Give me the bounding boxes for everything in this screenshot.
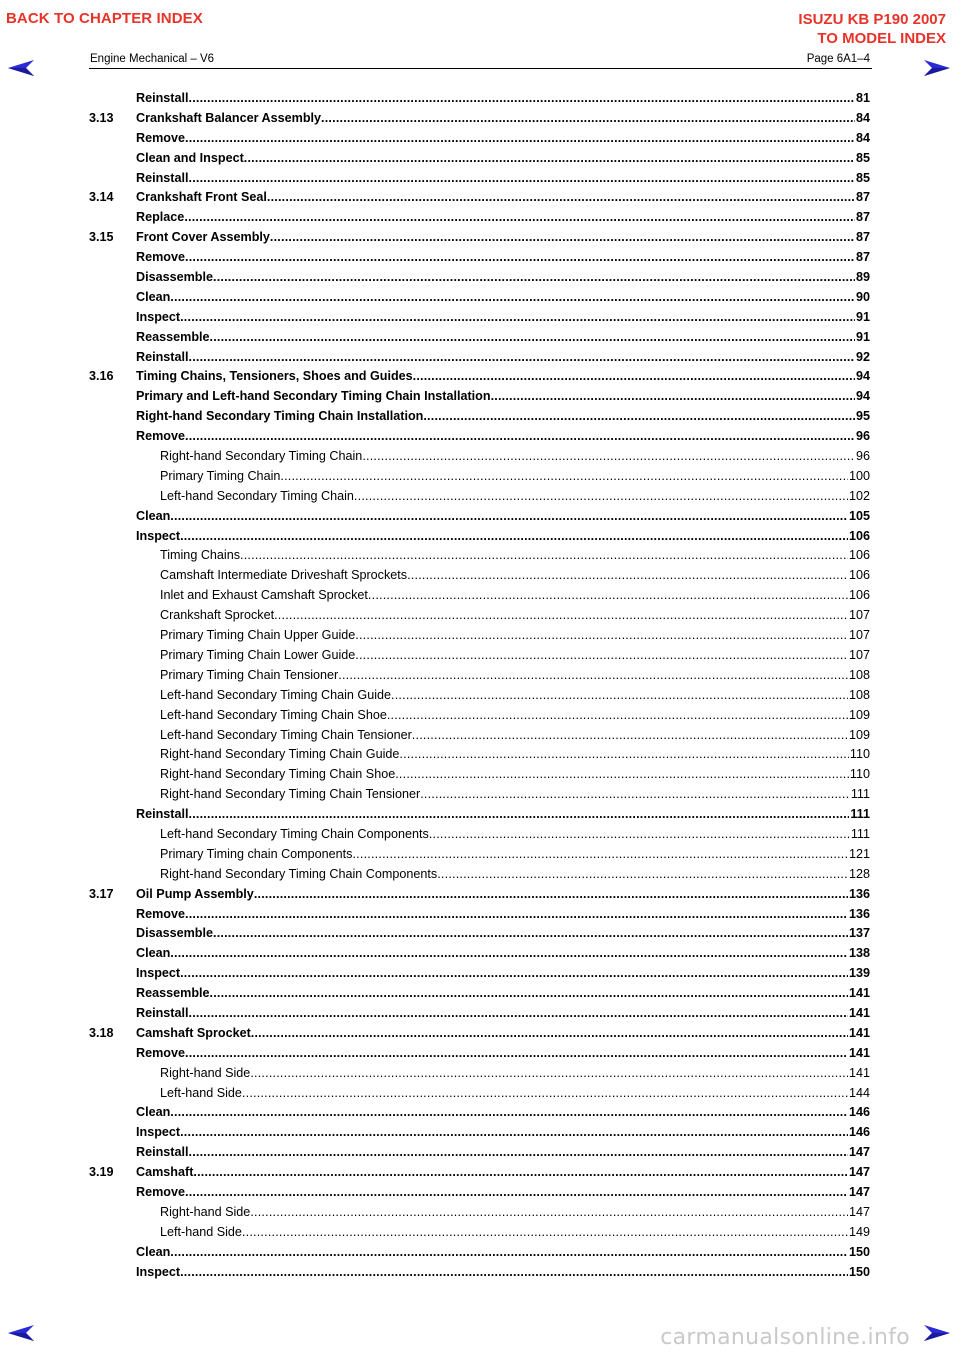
toc-entry[interactable]	[89, 387, 870, 407]
toc-subentry[interactable]	[89, 785, 870, 805]
toc-section-entry[interactable]	[89, 109, 870, 129]
toc-page-number: 146	[848, 1125, 870, 1140]
toc-leader-dots	[180, 964, 848, 984]
toc-title: Right-hand Side	[160, 1204, 251, 1219]
toc-title: Reassemble	[136, 329, 210, 344]
toc-leader-dots	[170, 944, 848, 964]
toc-entry[interactable]	[89, 129, 870, 149]
toc-page-number: 84	[855, 130, 870, 145]
toc-leader-dots	[395, 765, 849, 785]
toc-section-number: 3.16	[89, 369, 114, 384]
toc-entry[interactable]	[89, 268, 870, 288]
toc-section-number: 3.18	[89, 1025, 114, 1040]
toc-entry[interactable]	[89, 348, 870, 368]
toc-page-number: 110	[849, 747, 870, 762]
toc-subentry[interactable]	[89, 825, 870, 845]
toc-entry[interactable]	[89, 527, 870, 547]
toc-subentry[interactable]	[89, 487, 870, 507]
toc-leader-dots	[213, 268, 855, 288]
toc-page-number: 111	[850, 787, 870, 802]
toc-entry[interactable]	[89, 407, 870, 427]
toc-page-number: 141	[848, 1065, 870, 1080]
toc-page-number: 141	[848, 1005, 870, 1020]
toc-title: Left-hand Side	[160, 1224, 242, 1239]
toc-section-entry[interactable]	[89, 1163, 870, 1183]
toc-title: Reinstall	[136, 1005, 189, 1020]
toc-leader-dots	[242, 1223, 848, 1243]
toc-page-number: 89	[855, 270, 870, 285]
toc-leader-dots	[412, 726, 848, 746]
toc-title: Camshaft Intermediate Driveshaft Sprockets	[160, 568, 408, 583]
toc-title: Right-hand Secondary Timing Chain Installation	[136, 409, 424, 424]
toc-page-number: 136	[848, 886, 870, 901]
toc-page-number: 106	[848, 588, 870, 603]
toc-section-number: 3.17	[89, 886, 114, 901]
toc-page-number: 106	[848, 548, 870, 563]
toc-page-number: 147	[848, 1184, 870, 1199]
toc-leader-dots	[352, 845, 848, 865]
toc-leader-dots	[180, 308, 855, 328]
toc-entry[interactable]	[89, 89, 870, 109]
toc-leader-dots	[429, 825, 850, 845]
toc-entry[interactable]	[89, 964, 870, 984]
toc-page-number: 147	[848, 1165, 870, 1180]
toc-entry[interactable]	[89, 1123, 870, 1143]
toc-leader-dots	[362, 447, 855, 467]
toc-title: Camshaft	[136, 1165, 194, 1180]
toc-subentry[interactable]	[89, 865, 870, 885]
toc-page-number: 141	[848, 1045, 870, 1060]
toc-title: Clean	[136, 289, 171, 304]
toc-page-number: 91	[855, 329, 870, 344]
toc-page-number: 121	[848, 846, 870, 861]
toc-page-number: 139	[848, 966, 870, 981]
toc-title: Inspect	[136, 1264, 181, 1279]
toc-title: Remove	[136, 130, 185, 145]
toc-leader-dots	[270, 228, 855, 248]
toc-section-number: 3.15	[89, 230, 114, 245]
toc-leader-dots	[189, 89, 855, 109]
toc-title: Primary Timing Chain Lower Guide	[160, 647, 356, 662]
toc-title: Reinstall	[136, 349, 189, 364]
next-page-arrow-icon[interactable]	[922, 59, 952, 77]
toc-entry[interactable]	[89, 924, 870, 944]
toc-leader-dots	[391, 686, 848, 706]
toc-title: Inlet and Exhaust Camshaft Sprocket	[160, 588, 368, 603]
to-model-index-link[interactable]: TO MODEL INDEX	[817, 30, 946, 47]
toc-title: Right-hand Secondary Timing Chain Tensioner	[160, 787, 421, 802]
toc-title: Clean	[136, 508, 171, 523]
toc-leader-dots	[321, 109, 855, 129]
toc-subentry[interactable]	[89, 1064, 870, 1084]
toc-title: Primary and Left-hand Secondary Timing Chain Installation	[136, 389, 491, 404]
toc-entry[interactable]	[89, 905, 870, 925]
toc-leader-dots	[170, 288, 855, 308]
toc-leader-dots	[354, 487, 848, 507]
toc-subentry[interactable]	[89, 845, 870, 865]
toc-leader-dots	[189, 169, 855, 189]
toc-page-number: 150	[848, 1244, 870, 1259]
toc-title: Clean	[136, 946, 171, 961]
toc-title: Remove	[136, 906, 185, 921]
toc-page-number: 87	[855, 250, 870, 265]
brand-title: ISUZU KB P190 2007	[798, 11, 946, 28]
toc-section-entry[interactable]	[89, 367, 870, 387]
toc-leader-dots	[185, 905, 848, 925]
toc-title: Remove	[136, 250, 185, 265]
toc-page-number: 141	[848, 986, 870, 1001]
toc-title: Primary Timing Chain Upper Guide	[160, 628, 356, 643]
toc-page-number: 102	[848, 488, 870, 503]
toc-title: Inspect	[136, 966, 181, 981]
toc-page-number: 107	[848, 628, 870, 643]
toc-page-number: 147	[848, 1145, 870, 1160]
toc-page-number: 146	[848, 1105, 870, 1120]
toc-page-number: 107	[848, 608, 870, 623]
toc-page-number: 108	[848, 667, 870, 682]
toc-title: Clean	[136, 1244, 171, 1259]
toc-title: Right-hand Side	[160, 1065, 251, 1080]
toc-page-number: 96	[855, 429, 870, 444]
toc-title: Right-hand Secondary Timing Chain Guide	[160, 747, 400, 762]
toc-entry[interactable]	[89, 805, 870, 825]
toc-title: Reinstall	[136, 91, 189, 105]
toc-title: Timing Chains	[160, 548, 241, 563]
toc-page-number: 108	[848, 687, 870, 702]
toc-leader-dots	[437, 865, 848, 885]
toc-entry[interactable]	[89, 1263, 870, 1283]
toc-title: Reassemble	[136, 986, 210, 1001]
toc-title: Right-hand Secondary Timing Chain Shoe	[160, 767, 396, 782]
toc-leader-dots	[355, 626, 848, 646]
toc-page-number: 92	[855, 349, 870, 364]
toc-title: Right-hand Secondary Timing Chain	[160, 449, 363, 464]
toc-page-number: 91	[855, 309, 870, 324]
toc-leader-dots	[189, 1004, 848, 1024]
toc-title: Inspect	[136, 1125, 181, 1140]
toc-entry[interactable]	[89, 1004, 870, 1024]
toc-title: Disassemble	[136, 270, 214, 285]
toc-page-number: 144	[848, 1085, 870, 1100]
toc-title: Primary Timing chain Components	[160, 846, 353, 861]
toc-section-number: 3.13	[89, 110, 114, 125]
toc-page-number: 141	[848, 1025, 870, 1040]
toc-page-number: 95	[855, 409, 870, 424]
page-number: Page 6A1–4	[806, 53, 870, 65]
toc-title: Left-hand Secondary Timing Chain Tensioner	[160, 727, 412, 742]
toc-leader-dots	[355, 646, 848, 666]
toc-title: Crankshaft Sprocket	[160, 608, 275, 623]
toc-leader-dots	[210, 984, 848, 1004]
toc-subentry[interactable]	[89, 546, 870, 566]
toc-title: Camshaft Sprocket	[136, 1025, 251, 1040]
toc-page-number: 150	[848, 1264, 870, 1279]
toc-entry[interactable]	[89, 308, 870, 328]
toc-title: Right-hand Secondary Timing Chain Components	[160, 866, 438, 881]
toc-subentry[interactable]	[89, 726, 870, 746]
toc-subentry[interactable]	[89, 586, 870, 606]
toc-entry[interactable]	[89, 1044, 870, 1064]
toc-page-number: 96	[855, 449, 870, 464]
toc-title: Clean and Inspect	[136, 150, 244, 165]
toc-subentry[interactable]	[89, 745, 870, 765]
toc-title: Remove	[136, 429, 185, 444]
toc-title: Primary Timing Chain Tensioner	[160, 667, 339, 682]
toc-leader-dots	[250, 1203, 848, 1223]
toc-entry[interactable]	[89, 169, 870, 189]
toc-subentry[interactable]	[89, 706, 870, 726]
toc-leader-dots	[420, 785, 850, 805]
toc-page-number: 111	[850, 826, 870, 841]
toc-page-number: 94	[855, 389, 870, 404]
toc-leader-dots	[185, 129, 855, 149]
toc-subentry[interactable]	[89, 1223, 870, 1243]
toc-leader-dots	[274, 606, 848, 626]
toc-page-number: 128	[848, 866, 870, 881]
toc-title: Left-hand Secondary Timing Chain Components	[160, 826, 429, 841]
toc-leader-dots	[240, 546, 848, 566]
toc-subentry[interactable]	[89, 1203, 870, 1223]
toc-title: Front Cover Assembly	[136, 230, 270, 245]
toc-leader-dots	[180, 527, 848, 547]
toc-entry[interactable]	[89, 507, 870, 527]
previous-page-arrow-icon[interactable]	[6, 59, 36, 77]
toc-leader-dots	[242, 1084, 848, 1104]
toc-leader-dots	[193, 1163, 848, 1183]
toc-entry[interactable]	[89, 944, 870, 964]
toc-title: Reinstall	[136, 170, 189, 185]
toc-leader-dots	[184, 208, 855, 228]
section-header: Engine Mechanical – V6	[90, 53, 215, 65]
toc-leader-dots	[338, 666, 848, 686]
toc-leader-dots	[213, 924, 848, 944]
toc-leader-dots	[180, 1123, 848, 1143]
watermark: carmanualsonline.info	[660, 1325, 910, 1350]
toc-entry[interactable]	[89, 288, 870, 308]
toc-title: Crankshaft Balancer Assembly	[136, 110, 322, 125]
toc-page-number: 85	[855, 170, 870, 185]
toc-page-number: 147	[848, 1204, 870, 1219]
toc-section-number: 3.14	[89, 190, 114, 205]
toc-page-number: 111	[850, 807, 870, 822]
toc-title: Clean	[136, 1105, 171, 1120]
toc-leader-dots	[413, 367, 855, 387]
toc-page-number: 138	[848, 946, 870, 961]
toc-page-number: 87	[855, 230, 870, 245]
toc-entry[interactable]	[89, 1183, 870, 1203]
toc-title: Oil Pump Assembly	[136, 886, 254, 901]
toc-subentry[interactable]	[89, 646, 870, 666]
toc-page-number: 85	[855, 150, 870, 165]
toc-entry[interactable]	[89, 208, 870, 228]
toc-page-number: 109	[848, 707, 870, 722]
toc-leader-dots	[189, 805, 850, 825]
toc-leader-dots	[387, 706, 848, 726]
toc-leader-dots	[407, 566, 848, 586]
toc-leader-dots	[210, 328, 855, 348]
toc-leader-dots	[267, 188, 855, 208]
toc-page-number: 107	[848, 647, 870, 662]
toc-page-number: 84	[855, 110, 870, 125]
toc-leader-dots	[189, 1143, 848, 1163]
toc-page-number: 87	[855, 190, 870, 205]
toc-title: Reinstall	[136, 807, 189, 822]
toc-leader-dots	[170, 1243, 848, 1263]
toc-entry[interactable]	[89, 1143, 870, 1163]
toc-leader-dots	[254, 885, 848, 905]
toc-entry[interactable]	[89, 1103, 870, 1123]
toc-leader-dots	[170, 507, 848, 527]
toc-subentry[interactable]	[89, 686, 870, 706]
toc-section-entry[interactable]	[89, 885, 870, 905]
toc-leader-dots	[423, 407, 855, 427]
toc-entry[interactable]	[89, 149, 870, 169]
toc-leader-dots	[180, 1263, 848, 1283]
toc-section-entry[interactable]	[89, 1024, 870, 1044]
toc-leader-dots	[280, 467, 848, 487]
toc-page-number: 90	[855, 289, 870, 304]
toc-page-number: 136	[848, 906, 870, 921]
toc-page-number: 87	[855, 210, 870, 225]
toc-title: Left-hand Side	[160, 1085, 242, 1100]
toc-title: Left-hand Secondary Timing Chain Guide	[160, 687, 392, 702]
toc-title: Primary Timing Chain	[160, 468, 281, 483]
toc-subentry[interactable]	[89, 467, 870, 487]
toc-section-entry[interactable]	[89, 188, 870, 208]
toc-leader-dots	[185, 248, 855, 268]
toc-page-number: 110	[849, 767, 870, 782]
toc-page-number: 100	[848, 468, 870, 483]
toc-title: Timing Chains, Tensioners, Shoes and Guides	[136, 369, 413, 384]
toc-title: Inspect	[136, 528, 181, 543]
toc-page-number: 106	[848, 528, 870, 543]
brand-block	[798, 10, 946, 48]
toc-page-number: 94	[855, 369, 870, 384]
toc-leader-dots	[399, 745, 849, 765]
toc-leader-dots	[185, 1183, 848, 1203]
toc-title: Crankshaft Front Seal	[136, 190, 267, 205]
toc-leader-dots	[251, 1024, 848, 1044]
toc-leader-dots	[185, 427, 855, 447]
toc-leader-dots	[189, 348, 855, 368]
toc-title: Reinstall	[136, 1145, 189, 1160]
toc-page-number: 105	[848, 508, 870, 523]
toc-leader-dots	[185, 1044, 848, 1064]
next-page-arrow-icon-bottom[interactable]	[922, 1324, 952, 1342]
toc-subentry[interactable]	[89, 765, 870, 785]
toc-entry[interactable]	[89, 1243, 870, 1263]
toc-title: Replace	[136, 210, 185, 225]
table-of-contents	[89, 89, 870, 1282]
toc-subentry[interactable]	[89, 606, 870, 626]
toc-title: Left-hand Secondary Timing Chain Shoe	[160, 707, 387, 722]
toc-title: Inspect	[136, 309, 181, 324]
toc-page-number: 81	[855, 91, 870, 105]
toc-title: Remove	[136, 1184, 185, 1199]
toc-entry[interactable]	[89, 984, 870, 1004]
toc-subentry[interactable]	[89, 566, 870, 586]
toc-leader-dots	[170, 1103, 848, 1123]
toc-subentry[interactable]	[89, 626, 870, 646]
toc-leader-dots	[250, 1064, 848, 1084]
toc-section-entry[interactable]	[89, 228, 870, 248]
toc-section-number: 3.19	[89, 1165, 114, 1180]
toc-title: Disassemble	[136, 926, 214, 941]
toc-page-number: 106	[848, 568, 870, 583]
toc-subentry[interactable]	[89, 666, 870, 686]
toc-page-number: 109	[848, 727, 870, 742]
header-divider	[89, 68, 872, 69]
back-to-chapter-index-link[interactable]: BACK TO CHAPTER INDEX	[6, 10, 203, 27]
toc-subentry[interactable]	[89, 1084, 870, 1104]
toc-entry[interactable]	[89, 427, 870, 447]
toc-leader-dots	[491, 387, 855, 407]
toc-entry[interactable]	[89, 248, 870, 268]
toc-subentry[interactable]	[89, 447, 870, 467]
toc-entry[interactable]	[89, 328, 870, 348]
toc-title: Remove	[136, 1045, 185, 1060]
previous-page-arrow-icon-bottom[interactable]	[6, 1324, 36, 1342]
toc-page-number: 137	[848, 926, 870, 941]
toc-title: Left-hand Secondary Timing Chain	[160, 488, 354, 503]
toc-page-number: 149	[848, 1224, 870, 1239]
toc-leader-dots	[244, 149, 855, 169]
toc-leader-dots	[368, 586, 848, 606]
